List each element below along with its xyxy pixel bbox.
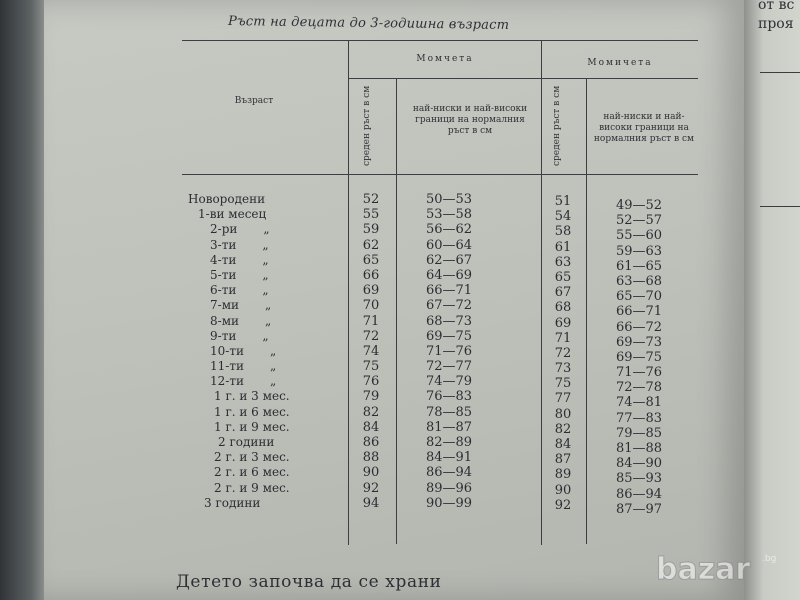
boys-range-cell: 53—58	[425, 207, 473, 223]
boys-range-cell: 62—67	[425, 252, 473, 268]
girls-mean-cell: 84	[554, 437, 572, 452]
girls-mean-column	[546, 194, 580, 513]
boys-mean-cell: 59	[362, 222, 380, 238]
girls-mean-cell: 58	[554, 224, 572, 240]
girls-mean-cell: 61	[554, 239, 572, 255]
column-rule	[396, 78, 397, 544]
ditto-mark: „	[263, 222, 270, 237]
girls-range-cell: 55—60	[615, 228, 663, 244]
age-label: 7-ми	[210, 298, 240, 313]
age-cell	[188, 344, 348, 359]
age-cell	[188, 329, 348, 344]
boys-range-cell: 84—91	[425, 450, 473, 466]
girls-range-cell: 52—57	[615, 213, 663, 229]
adjacent-page-text-2: проя	[758, 16, 794, 32]
age-cell	[188, 253, 348, 268]
girls-mean-cell: 82	[554, 421, 572, 437]
ditto-mark: „	[265, 313, 272, 328]
girls-mean-cell: 65	[554, 269, 572, 285]
girls-mean-cell: 89	[554, 467, 572, 483]
age-cell	[188, 481, 348, 496]
age-cell	[188, 268, 348, 283]
boys-header: Момчета	[416, 54, 474, 64]
group-header-rule	[348, 78, 698, 79]
adjacent-page-text-1: от вс	[758, 0, 795, 13]
girls-mean-cell: 80	[554, 406, 572, 422]
girls-range-column	[594, 198, 684, 517]
ditto-mark: „	[262, 237, 269, 252]
boys-mean-cell: 65	[362, 252, 380, 268]
boys-range-cell: 50—53	[425, 192, 473, 207]
watermark-brand: bazar	[656, 552, 751, 587]
body-text: Детето започва да се храни	[176, 572, 442, 592]
table-title: Ръст на децата до 3-годишна възраст	[227, 14, 510, 33]
girls-mean-cell: 51	[554, 194, 572, 209]
boys-range-cell: 64—69	[425, 267, 473, 283]
watermark-logo	[638, 548, 788, 592]
age-cell	[188, 238, 348, 253]
girls-range-cell: 66—72	[615, 319, 663, 335]
boys-mean-cell: 55	[362, 207, 380, 223]
girls-range-cell: 86—94	[615, 486, 663, 502]
girls-range-cell: 79—85	[615, 425, 663, 441]
boys-mean-cell: 69	[362, 283, 380, 299]
adjacent-page-rule	[760, 206, 800, 207]
column-rule	[348, 40, 349, 545]
boys-range-cell: 56—62	[425, 222, 473, 238]
age-cell	[188, 192, 348, 207]
ditto-mark: „	[262, 283, 269, 298]
age-cell	[188, 435, 348, 450]
girls-range-cell: 72—78	[615, 380, 663, 396]
boys-mean-cell: 88	[362, 450, 380, 466]
ditto-mark: „	[269, 374, 277, 389]
girls-range-cell: 69—75	[615, 349, 663, 365]
boys-range-cell: 89—96	[425, 480, 473, 496]
age-label: 4-ти	[210, 252, 237, 267]
girls-range-cell: 61—65	[615, 258, 663, 274]
age-label: 3-ти	[210, 237, 237, 252]
girls-mean-cell: 90	[554, 482, 572, 498]
girls-range-cell: 74—81	[615, 395, 663, 411]
boys-range-cell: 90—99	[425, 495, 473, 511]
boys-range-cell: 74—79	[425, 374, 473, 390]
age-cell	[188, 496, 348, 511]
girls-mean-cell: 63	[554, 254, 572, 270]
girls-mean-cell: 69	[554, 315, 572, 331]
boys-mean-cell: 72	[362, 328, 380, 344]
girls-mean-cell: 73	[554, 361, 572, 377]
boys-mean-cell: 66	[362, 267, 380, 283]
girls-range-cell: 85—93	[615, 471, 663, 487]
column-rule	[586, 78, 587, 544]
ditto-mark: „	[265, 298, 272, 313]
age-label: 1 г. и 3 мес.	[214, 389, 290, 404]
age-cell	[188, 314, 348, 329]
age-cell	[188, 359, 348, 374]
age-label: 1 г. и 6 мес.	[214, 404, 290, 419]
ditto-mark: „	[269, 343, 277, 358]
boys-mean-column	[354, 192, 388, 511]
girls-mean-header: среден ръст в см	[552, 85, 562, 166]
age-label: 2 г. и 6 мес.	[214, 465, 290, 480]
girls-mean-cell: 68	[554, 300, 572, 316]
age-label: 2 години	[218, 435, 275, 449]
girls-range-cell: 49—52	[615, 198, 663, 213]
boys-mean-cell: 74	[362, 343, 380, 359]
ditto-mark: „	[262, 328, 269, 343]
boys-range-cell: 66—71	[425, 283, 473, 299]
watermark-suffix: .bg	[762, 554, 777, 564]
girls-mean-cell: 92	[554, 497, 572, 513]
age-label: 2 г. и 3 мес.	[214, 450, 290, 465]
girls-mean-cell: 75	[554, 376, 572, 392]
boys-range-cell: 69—75	[425, 328, 473, 344]
age-label: 11-ти	[210, 359, 244, 374]
age-label: 2-ри	[210, 222, 238, 237]
ditto-mark: „	[262, 267, 269, 282]
girls-mean-cell: 87	[554, 452, 572, 468]
age-cell	[188, 222, 348, 237]
age-label: 6-ти	[210, 283, 237, 298]
girls-range-cell: 66—71	[615, 304, 663, 320]
boys-range-column	[404, 192, 494, 511]
girls-header: Момичета	[587, 58, 653, 68]
age-label: 1-ви месец	[198, 207, 267, 222]
age-label: 10-ти	[210, 343, 244, 358]
age-cell	[188, 374, 348, 389]
boys-range-header: най-ниски и най-високи граници на нормалния ръст в см	[412, 104, 528, 136]
age-cell	[188, 389, 348, 404]
girls-mean-cell: 54	[554, 209, 572, 225]
age-label: 2 г. и 9 мес.	[214, 480, 290, 495]
adjacent-page-rule	[760, 72, 800, 73]
age-cell	[188, 283, 348, 298]
adjacent-page	[744, 0, 800, 600]
girls-range-cell: 71—76	[615, 365, 663, 381]
book-cover-edge	[0, 0, 44, 600]
girls-range-cell: 84—90	[615, 456, 663, 472]
boys-range-cell: 68—73	[425, 313, 473, 329]
age-cell	[188, 465, 348, 480]
age-column	[188, 192, 348, 511]
boys-mean-cell: 76	[362, 374, 380, 390]
girls-mean-cell: 71	[554, 330, 572, 346]
boys-mean-cell: 62	[362, 237, 380, 253]
age-label: 3 години	[204, 495, 261, 510]
boys-mean-cell: 79	[362, 389, 380, 405]
boys-mean-header: среден ръст в см	[362, 85, 372, 166]
boys-mean-cell: 84	[362, 419, 380, 435]
age-label: 1 г. и 9 мес.	[214, 419, 290, 434]
age-label: Новородени	[188, 192, 266, 206]
age-cell	[188, 207, 348, 222]
boys-range-cell: 72—77	[425, 359, 473, 375]
girls-range-cell: 63—68	[615, 273, 663, 289]
age-cell	[188, 298, 348, 313]
boys-mean-cell: 94	[362, 495, 380, 511]
header-bottom-rule	[182, 174, 698, 175]
height-table	[138, 38, 698, 548]
boys-range-cell: 76—83	[425, 389, 473, 405]
boys-range-cell: 78—85	[425, 404, 473, 420]
ditto-mark: „	[262, 252, 269, 267]
boys-range-cell: 81—87	[425, 419, 473, 435]
girls-mean-cell: 77	[554, 391, 572, 407]
boys-mean-cell: 52	[362, 192, 380, 207]
boys-mean-cell: 92	[362, 480, 380, 496]
boys-range-cell: 86—94	[425, 465, 473, 481]
boys-mean-cell: 71	[362, 313, 380, 329]
age-label: 8-ми	[210, 313, 240, 328]
boys-mean-cell: 70	[362, 298, 380, 314]
column-rule	[541, 40, 542, 545]
age-label: 9-ти	[210, 328, 237, 343]
girls-mean-cell: 67	[554, 285, 572, 301]
age-cell	[188, 450, 348, 465]
age-cell	[188, 405, 348, 420]
age-label: 12-ти	[210, 374, 244, 389]
boys-range-cell: 60—64	[425, 237, 473, 253]
boys-mean-cell: 90	[362, 465, 380, 481]
age-header: Възраст	[234, 96, 274, 106]
boys-range-cell: 67—72	[425, 298, 473, 314]
boys-mean-cell: 86	[362, 435, 380, 450]
boys-mean-cell: 82	[362, 404, 380, 420]
boys-range-cell: 82—89	[425, 435, 473, 450]
age-label: 5-ти	[210, 267, 237, 282]
age-cell	[188, 420, 348, 435]
girls-range-cell: 59—63	[615, 243, 663, 259]
table-top-rule	[182, 40, 698, 41]
girls-range-cell: 87—97	[615, 501, 663, 517]
girls-range-cell: 65—70	[615, 289, 663, 305]
girls-range-cell: 81—88	[615, 441, 663, 456]
girls-mean-cell: 72	[554, 345, 572, 361]
ditto-mark: „	[269, 359, 277, 374]
girls-range-header: най-ниски и най-високи граници на нормалния ръст в см	[593, 112, 695, 144]
boys-mean-cell: 75	[362, 359, 380, 375]
boys-range-cell: 71—76	[425, 343, 473, 359]
girls-range-cell: 69—73	[615, 334, 663, 350]
girls-range-cell: 77—83	[615, 410, 663, 426]
